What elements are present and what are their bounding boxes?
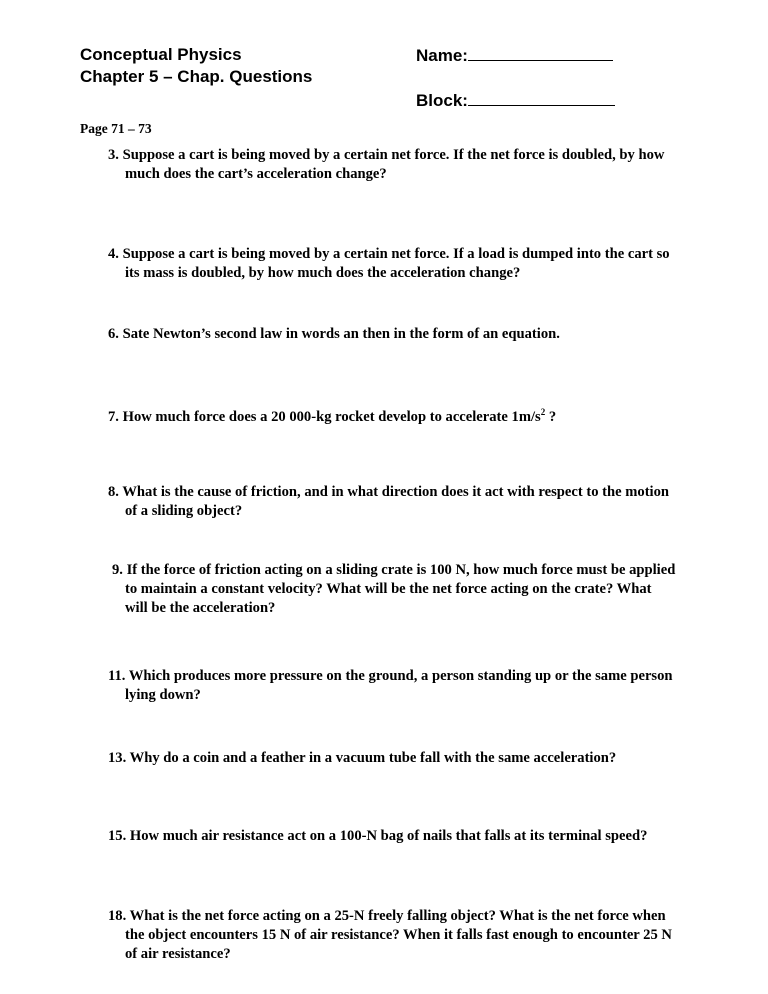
question-11 xyxy=(108,667,673,705)
course-name: Conceptual Physics xyxy=(80,45,242,64)
question-line: 18. What is the net force acting on a 25-N freely falling object? What is the net force when xyxy=(108,908,666,924)
course-title xyxy=(80,44,312,88)
name-blank[interactable] xyxy=(468,44,613,61)
superscript: 2 xyxy=(540,407,546,417)
question-line xyxy=(108,403,556,427)
question-line: 9. If the force of friction acting on a sliding crate is 100 N, how much force must be applied xyxy=(112,562,676,578)
question-line: 15. How much air resistance act on a 100-N bag of nails that falls at its terminal speed? xyxy=(108,828,648,844)
question-line: 6. Sate Newton’s second law in words an then in the form of an equation. xyxy=(108,326,560,342)
question-9 xyxy=(112,561,675,618)
question-line: 13. Why do a coin and a feather in a vacuum tube fall with the same acceleration? xyxy=(108,750,617,766)
question-6 xyxy=(108,325,560,344)
question-line: lying down? xyxy=(125,687,201,703)
block-blank[interactable] xyxy=(468,89,615,106)
name-label: Name: xyxy=(416,46,468,65)
page-range: Page 71 – 73 xyxy=(80,121,152,136)
question-3 xyxy=(108,146,664,184)
name-field[interactable] xyxy=(416,44,613,67)
question-line: much does the cart’s acceleration change? xyxy=(125,166,387,182)
question-line: 3. Suppose a cart is being moved by a certain net force. If the net force is doubled, by how xyxy=(108,147,665,163)
question-line: to maintain a constant velocity? What will be the net force acting on the crate? What xyxy=(125,581,652,597)
question-13 xyxy=(108,749,616,768)
question-line: of a sliding object? xyxy=(125,503,243,519)
question-line: 11. Which produces more pressure on the ground, a person standing up or the same person xyxy=(108,668,673,684)
question-line: 4. Suppose a cart is being moved by a certain net force. If a load is dumped into the cart so xyxy=(108,246,670,262)
question-7 xyxy=(108,403,556,427)
chapter-title: Chapter 5 – Chap. Questions xyxy=(80,67,313,86)
question-line: its mass is doubled, by how much does the acceleration change? xyxy=(125,265,521,281)
question-15 xyxy=(108,827,647,846)
question-line: the object encounters 15 N of air resistance? When it falls fast enough to encounter 25 N xyxy=(125,927,672,943)
question-line: will be the acceleration? xyxy=(125,600,276,616)
question-text: ? xyxy=(545,408,557,425)
question-line: 8. What is the cause of friction, and in what direction does it act with respect to the motion xyxy=(108,484,670,500)
question-line: of air resistance? xyxy=(125,946,231,962)
question-4 xyxy=(108,245,670,283)
block-field[interactable] xyxy=(416,89,615,112)
block-label: Block: xyxy=(416,91,468,110)
question-18 xyxy=(108,907,672,964)
question-text: 7. How much force does a 20 000-kg rocket develop to accelerate 1m/s xyxy=(108,408,541,425)
question-8 xyxy=(108,483,669,521)
